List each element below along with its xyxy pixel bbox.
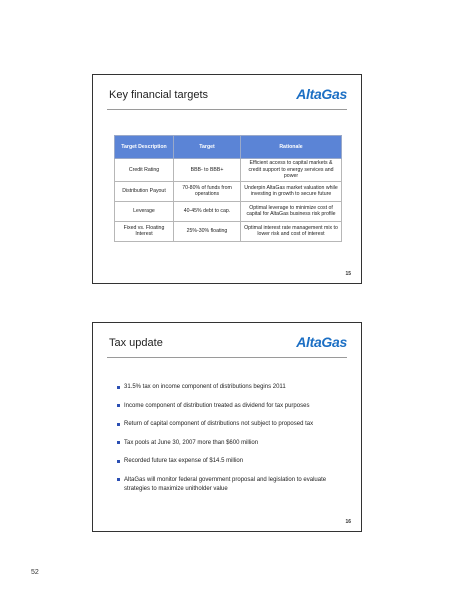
altagas-logo: AltaGas [296,86,347,102]
table-header-row [115,136,342,159]
header-divider [107,109,347,110]
altagas-logo: AltaGas [296,334,347,350]
cell-target: 70-80% of funds from operations [174,181,241,201]
slide-header [93,323,361,365]
bullet-text: 31.5% tax on income component of distributions begins 2011 [124,384,286,390]
cell-rationale: Efficient access to capital markets & credit support to energy services and power [241,159,342,182]
table-row [115,159,342,182]
list-item [117,439,352,448]
slide-page-number: 15 [345,271,351,277]
cell-description: Distribution Payout [115,181,174,201]
cell-description: Leverage [115,201,174,221]
cell-target: BBB- to BBB+ [174,159,241,182]
bullet-square-icon [117,441,120,444]
bullet-square-icon [117,423,120,426]
slide-header [93,75,361,117]
cell-rationale: Optimal interest rate management mix to lower risk and cost of interest [241,221,342,241]
bullet-text: AltaGas will monitor federal government proposal and legislation to evaluate strategies to maximize unitholder value [124,476,327,492]
list-item [117,420,352,429]
bullet-square-icon [117,386,120,389]
cell-rationale: Optimal leverage to minimize cost of capital for AltaGas business risk profile [241,201,342,221]
slide-key-financial-targets [92,74,362,284]
bullet-text: Income component of distribution treated as dividend for tax purposes [124,402,310,409]
list-item [117,402,352,411]
column-header-target-description: Target Description [115,136,174,159]
bullet-square-icon [117,478,120,481]
bullet-square-icon [117,404,120,407]
bullet-text: Recorded future tax expense of $14.5 million [124,458,244,464]
list-item [117,476,352,494]
table-row [115,201,342,221]
financial-targets-table [114,135,342,242]
list-item [117,383,352,392]
table-row [115,221,342,241]
column-header-rationale: Rationale [241,136,342,159]
table-row [115,181,342,201]
slide-title: Tax update [109,337,163,349]
slide-title: Key financial targets [109,89,209,101]
cell-target: 40-45% debt to cap. [174,201,241,221]
cell-description: Credit Rating [115,159,174,182]
document-page-number: 52 [31,569,39,576]
bullet-square-icon [117,460,120,463]
cell-target: 25%-30% floating [174,221,241,241]
cell-rationale: Underpin AltaGas market valuation while investing in growth to secure future [241,181,342,201]
slide-page-number: 16 [345,519,351,525]
column-header-target: Target [174,136,241,159]
header-divider [107,357,347,358]
bullet-text: Return of capital component of distributions not subject to proposed tax [124,421,314,427]
bullet-text: Tax pools at June 30, 2007 more than $600 million [124,439,259,446]
tax-update-bullet-list [117,383,352,503]
cell-description: Fixed vs. Floating Interest [115,221,174,241]
slide-tax-update [92,322,362,532]
list-item [117,457,352,466]
